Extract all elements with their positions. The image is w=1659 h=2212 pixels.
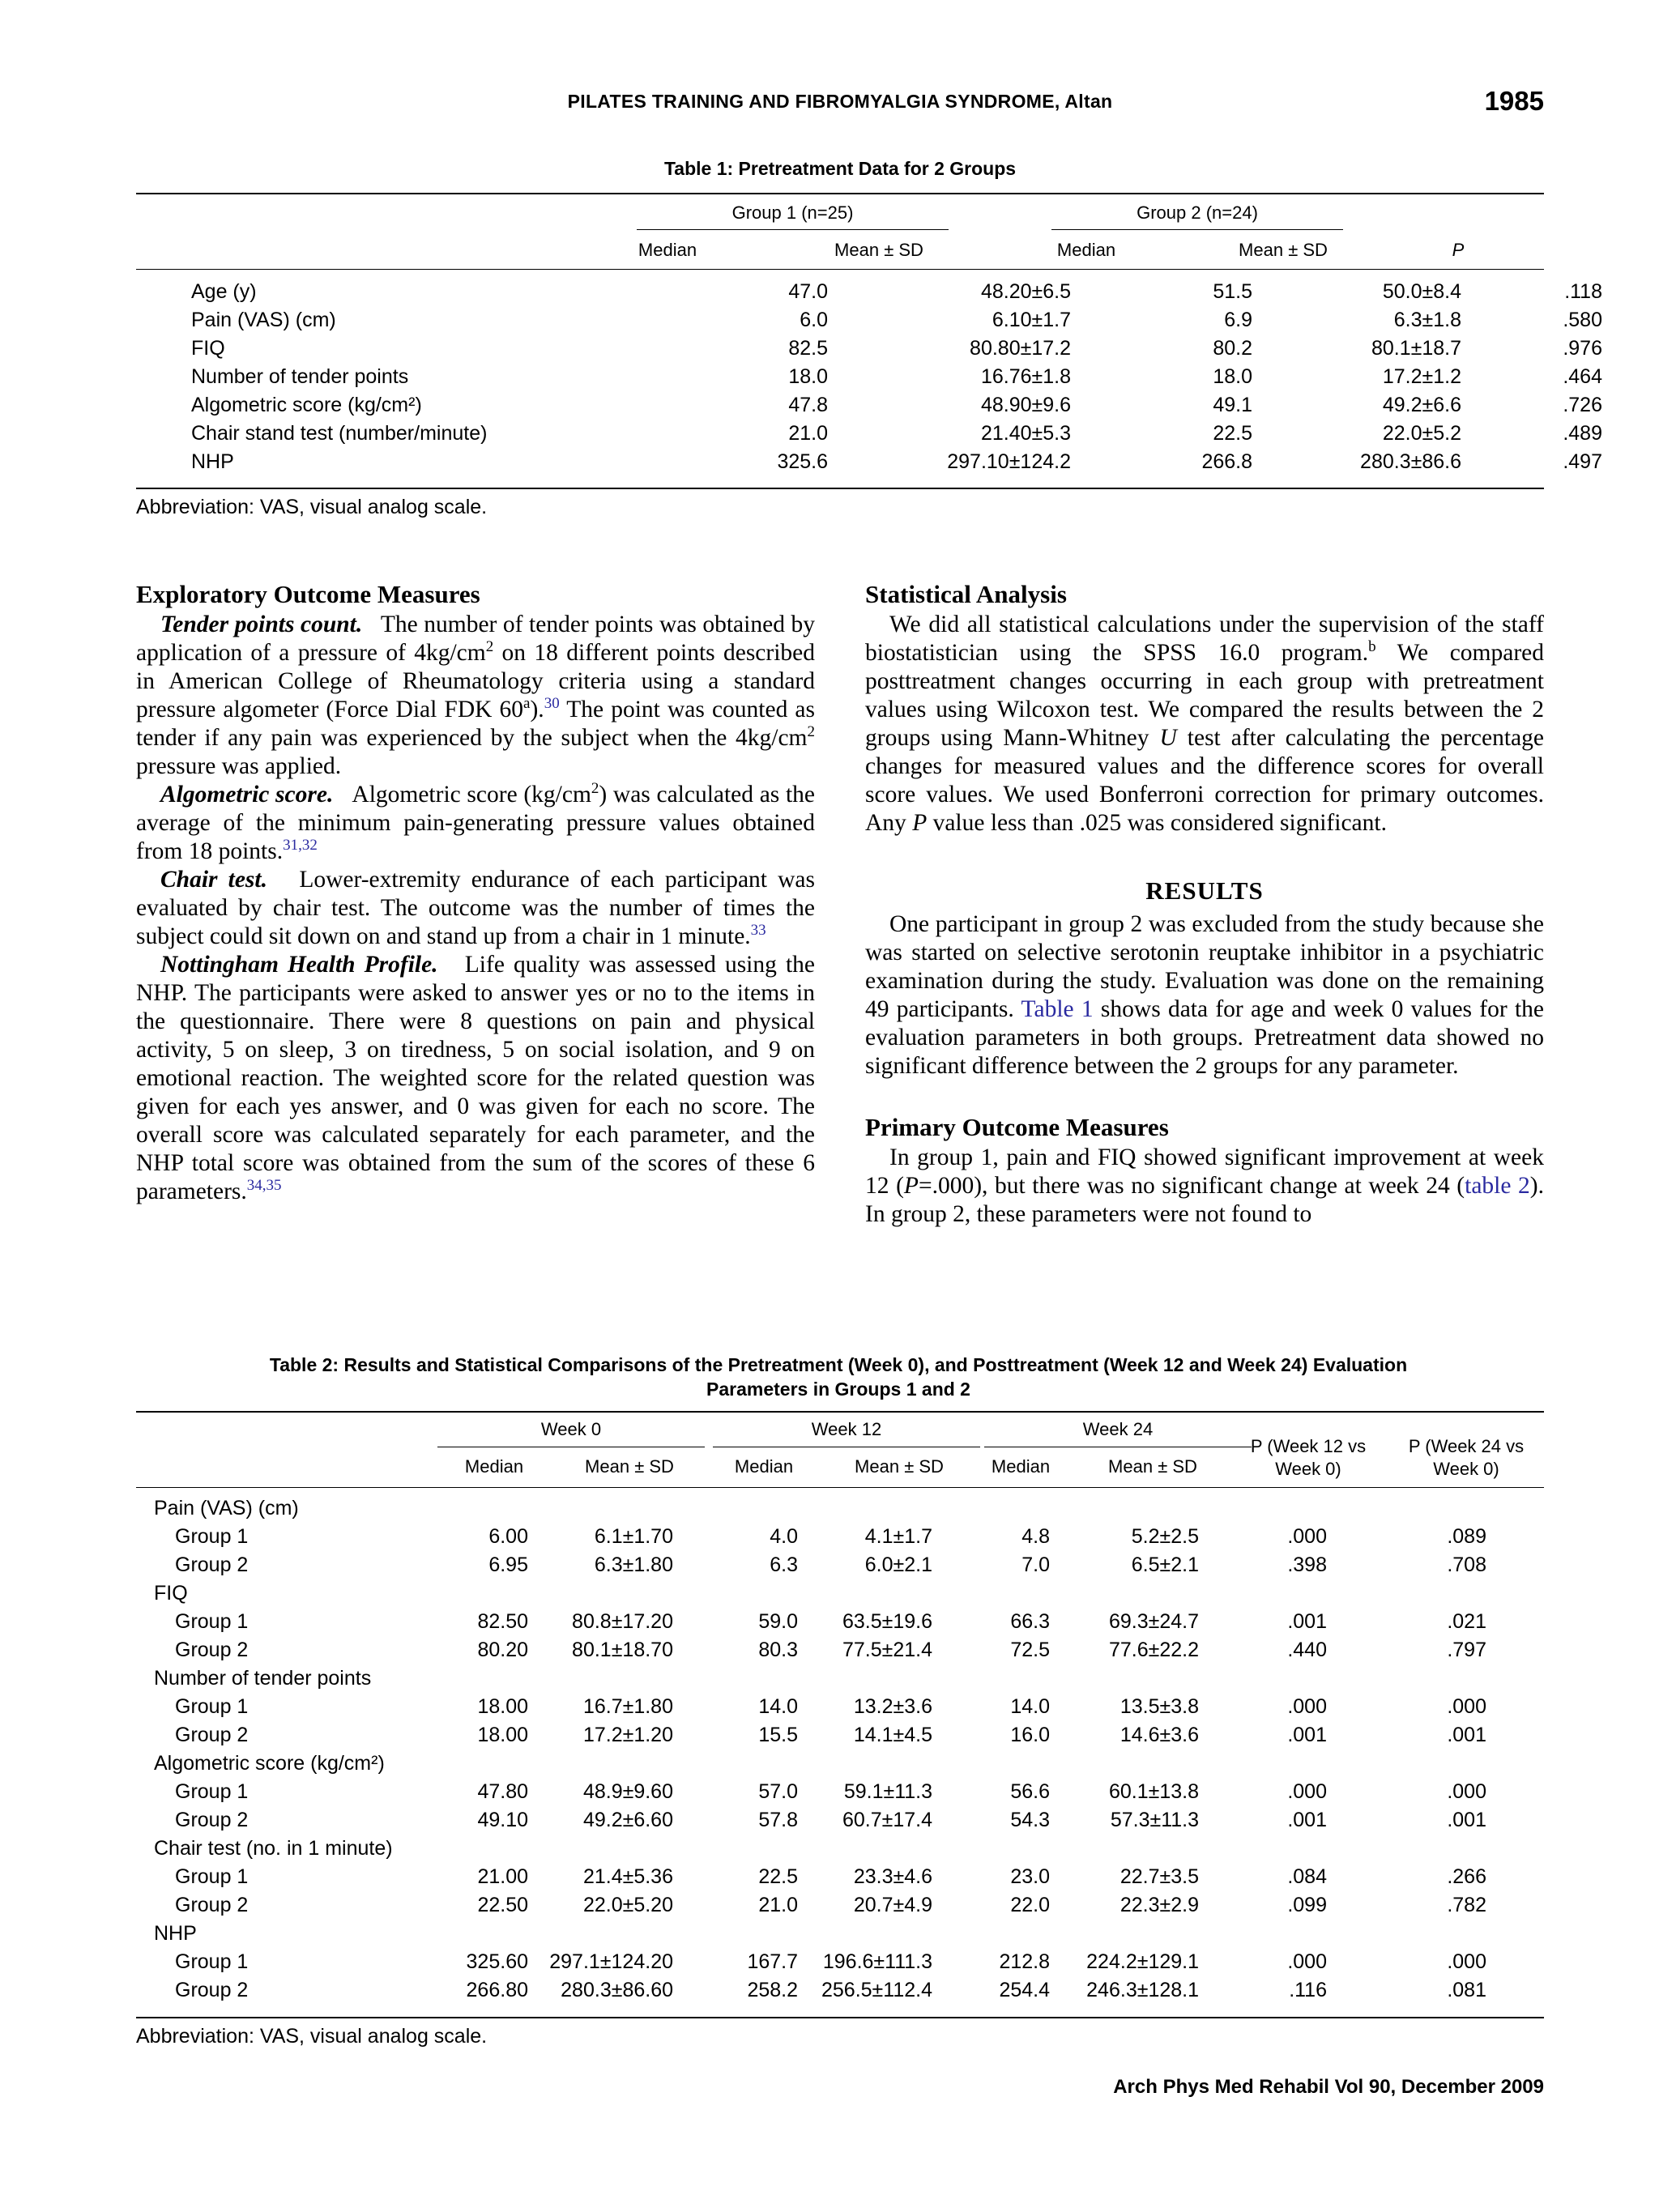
table2-cell-w24s: 224.2±129.1 xyxy=(1086,1950,1199,1973)
table1-cell-g2-median: 22.5 xyxy=(1213,422,1252,445)
table2-cell-w0m: 80.20 xyxy=(477,1639,528,1661)
table2-row xyxy=(136,1809,1544,1837)
table1-cell-g2-mean: 280.3±86.6 xyxy=(1360,450,1461,473)
table2-cell-p24: .021 xyxy=(1447,1610,1486,1633)
table2-bottom-rule xyxy=(136,2017,1544,2018)
citation-link[interactable]: 30 xyxy=(544,695,560,713)
primary-outcome-heading: Primary Outcome Measures xyxy=(865,1113,1169,1141)
table2-cell-w24m: 254.4 xyxy=(999,1979,1050,2001)
table2-cell-p24: .266 xyxy=(1447,1865,1486,1888)
table2-p12-header: P (Week 12 vs Week 0) xyxy=(1250,1436,1367,1479)
table1-group2-header: Group 2 (n=24) xyxy=(1137,202,1258,223)
table1-g2-mean-header: Mean ± SD xyxy=(1239,240,1328,260)
table1-cell-g1-mean: 21.40±5.3 xyxy=(980,422,1071,445)
table2-row xyxy=(136,1554,1544,1582)
table2-cell-p12: .099 xyxy=(1287,1894,1327,1916)
table2-w12-median-header: Median xyxy=(734,1456,794,1477)
table2-cell-p24: .000 xyxy=(1447,1950,1486,1973)
table2-cell-w24m: 54.3 xyxy=(1010,1809,1050,1831)
table2-category-row xyxy=(136,1752,1544,1780)
table2-cell-p12: .001 xyxy=(1287,1724,1327,1746)
citation-link[interactable]: 33 xyxy=(750,922,766,940)
table2-caption: Table 2: Results and Statistical Comparisons of the Pretreatment (Week 0), and Posttreatment (Week 12 and Week 24) Evaluation Parameters in Groups 1 and 2 xyxy=(269,1354,1408,1400)
table1-p-header: P xyxy=(1452,240,1465,260)
table2-cell-p12: .116 xyxy=(1289,1979,1327,2001)
table2-cell-w0s: 280.3±86.60 xyxy=(561,1979,673,2001)
table2-cell-w24m: 7.0 xyxy=(1021,1554,1050,1576)
table2-cell-w24s: 14.6±3.6 xyxy=(1120,1724,1199,1746)
table2-cell-w24s: 246.3±128.1 xyxy=(1086,1979,1199,2001)
table1-cell-label: Chair stand test (number/minute) xyxy=(191,422,488,445)
table1-g1-median-header: Median xyxy=(638,240,697,260)
table2-cell-w24m: 23.0 xyxy=(1010,1865,1050,1888)
table2-cell-w0s: 6.3±1.80 xyxy=(594,1554,673,1576)
table2-cell-w12s: 60.7±17.4 xyxy=(842,1809,932,1831)
running-header xyxy=(136,86,1544,123)
table2-cell-w0s: 80.1±18.70 xyxy=(572,1639,673,1661)
table2-cell-w12s: 256.5±112.4 xyxy=(821,1979,932,2001)
table1-cell-g1-mean: 16.76±1.8 xyxy=(980,365,1071,388)
table2-cell-p12: .000 xyxy=(1287,1525,1327,1548)
table2-cell-p24: .001 xyxy=(1447,1809,1486,1831)
table1-cell-g1-mean: 297.10±124.2 xyxy=(947,450,1071,473)
table2-cell-w12s: 6.0±2.1 xyxy=(864,1554,932,1576)
table2-cell-w24m: 22.0 xyxy=(1010,1894,1050,1916)
table2-cell-p24: .782 xyxy=(1447,1894,1486,1916)
table2-row-label: Algometric score (kg/cm²) xyxy=(154,1752,385,1775)
table2-cell-p24: .001 xyxy=(1447,1724,1486,1746)
table2-row-label: Group 1 xyxy=(175,1525,249,1548)
table2-cell-p12: .000 xyxy=(1287,1780,1327,1803)
table2-top-rule xyxy=(136,1411,1544,1413)
table2-row-label: Group 1 xyxy=(175,1610,249,1633)
table2-row-label: FIQ xyxy=(154,1582,188,1605)
table2-category-row xyxy=(136,1837,1544,1865)
table2-cell-w24s: 22.7±3.5 xyxy=(1120,1865,1199,1888)
table2-week12-header: Week 12 xyxy=(811,1419,882,1439)
table2-cell-w24m: 56.6 xyxy=(1010,1780,1050,1803)
table1-cell-g1-median: 18.0 xyxy=(788,365,828,388)
table1-group1-rule xyxy=(637,229,949,230)
table2-cell-p24: .708 xyxy=(1447,1554,1486,1576)
algometric-title: Algometric score. xyxy=(160,782,334,808)
table2-link[interactable]: table 2 xyxy=(1465,1173,1530,1199)
table2-cell-w12m: 6.3 xyxy=(770,1554,798,1576)
table1-cell-g2-median: 18.0 xyxy=(1213,365,1252,388)
table2-cell-w12s: 13.2±3.6 xyxy=(853,1695,932,1718)
table2-cell-w12s: 196.6±111.3 xyxy=(822,1950,932,1973)
table2-row-label: Group 1 xyxy=(175,1780,249,1803)
table1-cell-g1-median: 325.6 xyxy=(777,450,828,473)
table2-cell-w0s: 21.4±5.36 xyxy=(582,1865,673,1888)
table2-cell-w0m: 18.00 xyxy=(477,1724,528,1746)
table2-cell-w0s: 80.8±17.20 xyxy=(572,1610,673,1633)
table2-cell-w24m: 16.0 xyxy=(1010,1724,1050,1746)
table1-top-rule xyxy=(136,193,1544,194)
table2-cell-w12m: 80.3 xyxy=(758,1639,798,1661)
table1-cell-g2-mean: 17.2±1.2 xyxy=(1382,365,1461,388)
journal-footer: Arch Phys Med Rehabil Vol 90, December 2009 xyxy=(1113,2076,1544,2098)
table2-row xyxy=(136,1724,1544,1752)
table2-week0-header: Week 0 xyxy=(540,1419,602,1439)
chair-test-title: Chair test. xyxy=(160,867,267,893)
table2-cell-w12m: 22.5 xyxy=(758,1865,798,1888)
table2-category-row xyxy=(136,1667,1544,1695)
table2-row xyxy=(136,1979,1544,2007)
table2-cell-w12m: 258.2 xyxy=(747,1979,798,2001)
table2-row-label: Group 1 xyxy=(175,1695,249,1718)
table1-cell-label: NHP xyxy=(191,450,234,473)
exploratory-heading: Exploratory Outcome Measures xyxy=(136,580,480,608)
results-heading: RESULTS xyxy=(1145,876,1264,905)
table2-row xyxy=(136,1525,1544,1554)
table2-cell-w12m: 21.0 xyxy=(758,1894,798,1916)
table2-cell-w12m: 57.0 xyxy=(758,1780,798,1803)
table2-row-label: Group 2 xyxy=(175,1639,249,1661)
table2-cell-w0m: 6.95 xyxy=(488,1554,528,1576)
table1-bottom-rule xyxy=(136,488,1544,489)
table2-category-row xyxy=(136,1497,1544,1525)
table2-row xyxy=(136,1610,1544,1639)
table1-cell-p: .464 xyxy=(1563,365,1602,388)
table2-w0-median-header: Median xyxy=(464,1456,524,1477)
table1-cell-label: Age (y) xyxy=(191,280,257,303)
table2-cell-w0m: 6.00 xyxy=(488,1525,528,1548)
table1-cell-g2-median: 266.8 xyxy=(1201,450,1252,473)
table1-caption: Table 1: Pretreatment Data for 2 Groups xyxy=(663,158,1017,179)
table2-row xyxy=(136,1639,1544,1667)
table2-cell-w24m: 4.8 xyxy=(1021,1525,1050,1548)
right-column xyxy=(865,578,1544,1229)
table1-cell-g2-mean: 80.1±18.7 xyxy=(1371,337,1461,360)
table2-cell-w0s: 48.9±9.60 xyxy=(582,1780,673,1803)
table2-abbreviation: Abbreviation: VAS, visual analog scale. xyxy=(136,2025,488,2048)
table2-cell-w0m: 49.10 xyxy=(477,1809,528,1831)
table1-header-rule xyxy=(136,269,1544,270)
algometric-paragraph: Algometric score. Algometric score $(kg/cm^2)$ was calculated as the average of the minimum pain-generating pressure values obtained from 18 points.$^{31,32}$ xyxy=(136,780,816,864)
table2-cell-w24s: 57.3±11.3 xyxy=(1110,1809,1199,1831)
table2-w0-mean-header: Mean ± SD xyxy=(585,1456,674,1477)
table2-row-label: Group 2 xyxy=(175,1809,249,1831)
table2-cell-w24m: 72.5 xyxy=(1010,1639,1050,1661)
table2-cell-p24: .000 xyxy=(1447,1780,1486,1803)
table1-cell-label: FIQ xyxy=(191,337,225,360)
table2-row-label: Group 2 xyxy=(175,1894,249,1916)
table2-category-row xyxy=(136,1582,1544,1610)
table2-row-label: Group 1 xyxy=(175,1950,249,1973)
table2-row xyxy=(136,1780,1544,1809)
table2-cell-w0m: 82.50 xyxy=(477,1610,528,1633)
table1-abbreviation: Abbreviation: VAS, visual analog scale. xyxy=(136,496,488,518)
table1-row xyxy=(136,309,1602,337)
table2-row-label: Pain (VAS) (cm) xyxy=(154,1497,299,1519)
table1-cell-g1-median: 21.0 xyxy=(788,422,828,445)
primary-outcome-paragraph: In group 1, pain and FIQ showed significant improvement at week 12 (P=.000), but there was no significant change at week 24 (table 2). In group 2, these parameters were not found to xyxy=(865,1144,1544,1227)
table1-cell-g2-mean: 50.0±8.4 xyxy=(1382,280,1461,303)
table1-row xyxy=(136,365,1602,394)
table2-row xyxy=(136,1894,1544,1922)
table2-cell-w12m: 57.8 xyxy=(758,1809,798,1831)
table2-cell-w0m: 325.60 xyxy=(466,1950,528,1973)
table2-row xyxy=(136,1865,1544,1894)
table2-cell-w24s: 69.3±24.7 xyxy=(1108,1610,1199,1633)
table1-g1-mean-header: Mean ± SD xyxy=(834,240,923,260)
tender-points-title: Tender points count. xyxy=(160,612,363,637)
table2-cell-w0m: 47.80 xyxy=(477,1780,528,1803)
table2-cell-w12m: 59.0 xyxy=(758,1610,798,1633)
table1-cell-p: .497 xyxy=(1563,450,1602,473)
table2-cell-w0m: 21.00 xyxy=(477,1865,528,1888)
table2-cell-w0m: 22.50 xyxy=(477,1894,528,1916)
table2-cell-w24s: 6.5±2.1 xyxy=(1131,1554,1199,1576)
table2-cell-w0s: 17.2±1.20 xyxy=(582,1724,673,1746)
table2-w12-mean-header: Mean ± SD xyxy=(855,1456,944,1477)
table2-category-row xyxy=(136,1922,1544,1950)
table2-cell-w0s: 22.0±5.20 xyxy=(582,1894,673,1916)
table1-cell-g1-mean: 6.10±1.7 xyxy=(992,309,1071,331)
table2-row-label: Group 1 xyxy=(175,1865,249,1888)
table2-w24-mean-header: Mean ± SD xyxy=(1108,1456,1197,1477)
table2-cell-w24s: 13.5±3.8 xyxy=(1120,1695,1199,1718)
table2-row-label: Group 2 xyxy=(175,1554,249,1576)
table2-cell-w24m: 66.3 xyxy=(1010,1610,1050,1633)
table2-row xyxy=(136,1695,1544,1724)
table2-cell-w0m: 18.00 xyxy=(477,1695,528,1718)
table1-row xyxy=(136,450,1602,479)
table1-cell-p: .118 xyxy=(1564,280,1602,303)
table1-cell-g1-median: 47.0 xyxy=(788,280,828,303)
table1-cell-g2-median: 80.2 xyxy=(1213,337,1252,360)
table1-row xyxy=(136,394,1602,422)
table2-cell-p24: .000 xyxy=(1447,1695,1486,1718)
table1-cell-label: Pain (VAS) (cm) xyxy=(191,309,336,331)
table2-cell-w0s: 6.1±1.70 xyxy=(594,1525,673,1548)
table2-cell-p12: .084 xyxy=(1287,1865,1327,1888)
table2-row-label: Group 2 xyxy=(175,1724,249,1746)
table1-row xyxy=(136,337,1602,365)
table2-cell-w24m: 14.0 xyxy=(1010,1695,1050,1718)
table1-cell-g1-mean: 48.90±9.6 xyxy=(980,394,1071,416)
table1-cell-g2-median: 49.1 xyxy=(1213,394,1252,416)
table2-cell-p12: .001 xyxy=(1287,1809,1327,1831)
table1-cell-g2-mean: 22.0±5.2 xyxy=(1382,422,1461,445)
table2-cell-w12m: 15.5 xyxy=(758,1724,798,1746)
table1-group1-header: Group 1 (n=25) xyxy=(731,202,854,223)
table2-week24-header: Week 24 xyxy=(1082,1419,1154,1439)
table2-header-rule xyxy=(136,1487,1544,1488)
table2-cell-w12m: 14.0 xyxy=(758,1695,798,1718)
table2-w24-median-header: Median xyxy=(991,1456,1051,1477)
table2-cell-p24: .081 xyxy=(1447,1979,1486,2001)
table2-row-label: Group 2 xyxy=(175,1979,249,2001)
table2-cell-p24: .797 xyxy=(1447,1639,1486,1661)
table1-g2-median-header: Median xyxy=(1056,240,1116,260)
table2-row-label: NHP xyxy=(154,1922,197,1945)
table1-cell-p: .976 xyxy=(1563,337,1602,360)
table1-cell-g1-median: 6.0 xyxy=(800,309,828,331)
table2-cell-w12s: 4.1±1.7 xyxy=(864,1525,932,1548)
running-title: PILATES TRAINING AND FIBROMYALGIA SYNDROME, Altan xyxy=(567,91,1113,112)
table1-link[interactable]: Table 1 xyxy=(1021,996,1094,1022)
table2-cell-w0s: 49.2±6.60 xyxy=(582,1809,673,1831)
table1-cell-g2-mean: 6.3±1.8 xyxy=(1393,309,1461,331)
table2-cell-w0s: 297.1±124.20 xyxy=(549,1950,673,1973)
table1-cell-g1-median: 82.5 xyxy=(788,337,828,360)
table1-cell-g2-mean: 49.2±6.6 xyxy=(1382,394,1461,416)
table1-cell-label: Number of tender points xyxy=(191,365,409,388)
table1-cell-p: .726 xyxy=(1563,394,1602,416)
statistical-analysis-heading: Statistical Analysis xyxy=(865,580,1067,608)
table2-cell-w12s: 77.5±21.4 xyxy=(842,1639,932,1661)
table2-cell-w24s: 60.1±13.8 xyxy=(1108,1780,1199,1803)
table1-cell-p: .489 xyxy=(1563,422,1602,445)
statistical-analysis-paragraph: We did all statistical calculations under the supervision of the staff biostatistician using the SPSS 16.0 program.$^b$ We compared posttreatment changes occurring in each group with pretreatment values using Wilcoxon test. We compared the results between the 2 groups using Mann-Whitney U test after calculating the percentage changes for measured values and the difference scores for overall score values. We used Bonferroni correction for primary outcomes. Any P value less than .025 was considered significant. xyxy=(865,612,1544,836)
citation-link[interactable]: 31,32 xyxy=(283,837,318,855)
results-paragraph: One participant in group 2 was excluded from the study because she was started on selective serotonin reuptake inhibitor in a psychiatric examination during the study. Evaluation was done on the remaining 49 participants. Table 1 shows data for age and week 0 values for the evaluation parameters in both groups. Pretreatment data showed no significant difference between the 2 groups for any parameter. xyxy=(865,911,1544,1079)
table2-cell-w12s: 14.1±4.5 xyxy=(853,1724,932,1746)
table1-cell-g2-median: 6.9 xyxy=(1224,309,1252,331)
table2-cell-p12: .398 xyxy=(1287,1554,1327,1576)
table2-cell-w24s: 77.6±22.2 xyxy=(1108,1639,1199,1661)
page-number: 1985 xyxy=(1484,86,1544,116)
table1-group2-rule xyxy=(1051,229,1343,230)
table1-row xyxy=(136,422,1602,450)
table2-cell-p24: .089 xyxy=(1447,1525,1486,1548)
table1-cell-g2-median: 51.5 xyxy=(1213,280,1252,303)
table2-cell-w12s: 59.1±11.3 xyxy=(843,1780,932,1803)
table2-cell-w12s: 23.3±4.6 xyxy=(853,1865,932,1888)
table2-cell-w12m: 4.0 xyxy=(770,1525,798,1548)
table2-cell-p12: .000 xyxy=(1287,1695,1327,1718)
table2-p24-header: P (Week 24 vs Week 0) xyxy=(1408,1436,1525,1479)
table2-row-label: Number of tender points xyxy=(154,1667,372,1690)
table1-cell-g1-median: 47.8 xyxy=(788,394,828,416)
table1-row xyxy=(136,280,1602,309)
table1-cell-p: .580 xyxy=(1563,309,1602,331)
table2-cell-w12s: 63.5±19.6 xyxy=(842,1610,932,1633)
table2-cell-p12: .000 xyxy=(1287,1950,1327,1973)
table1-cell-g1-mean: 80.80±17.2 xyxy=(970,337,1071,360)
table1-cell-g1-mean: 48.20±6.5 xyxy=(980,280,1071,303)
table2-cell-p12: .440 xyxy=(1287,1639,1327,1661)
table2-row xyxy=(136,1950,1544,1979)
table2-cell-w12m: 167.7 xyxy=(747,1950,798,1973)
table2-cell-w24s: 5.2±2.5 xyxy=(1131,1525,1199,1548)
chair-test-paragraph: Chair test. Lower-extremity endurance of each participant was evaluated by chair test. The outcome was the number of times the subject could sit down on and stand up from a chair in 1 minute.$^{33}$ xyxy=(136,867,815,949)
table2-cell-w24m: 212.8 xyxy=(999,1950,1050,1973)
table2-row-label: Chair test (no. in 1 minute) xyxy=(154,1837,393,1860)
left-column xyxy=(136,578,815,1206)
table2-cell-w12s: 20.7±4.9 xyxy=(853,1894,932,1916)
table2-cell-w24s: 22.3±2.9 xyxy=(1120,1894,1199,1916)
tender-points-paragraph: Tender points count. The number of tender points was obtained by application of a pressure of $4kg/cm^2$ on 18 different points described in American College of Rheumatology criteria using a standard pressure algometer (Force Dial FDK 60$^a$).$^{30}$ The point was counted as tender if any pain was experienced by the subject when the $4kg/cm^2$ pressure was applied. xyxy=(136,612,816,779)
table1-cell-label: Algometric score (kg/cm²) xyxy=(191,394,422,416)
table2-cell-p12: .001 xyxy=(1287,1610,1327,1633)
nhp-paragraph: Nottingham Health Profile. Life quality was assessed using the NHP. The participants were asked to answer yes or no to the items in the questionnaire. There were 8 questions on pain and physical activity, 5 on sleep, 3 on tiredness, 5 on social isolation, and 9 on emotional reaction. The weighted score for the related question was given for each yes answer, and 0 was given for each no score. The overall score was calculated separately for each parameter, and the NHP total score was obtained from the sum of the scores of these 6 parameters.$^{34,35}$ xyxy=(136,952,815,1204)
table2-cell-w0s: 16.7±1.80 xyxy=(582,1695,673,1718)
nhp-title: Nottingham Health Profile. xyxy=(160,952,438,978)
citation-link[interactable]: 34,35 xyxy=(246,1177,282,1195)
table2-cell-w0m: 266.80 xyxy=(466,1979,528,2001)
